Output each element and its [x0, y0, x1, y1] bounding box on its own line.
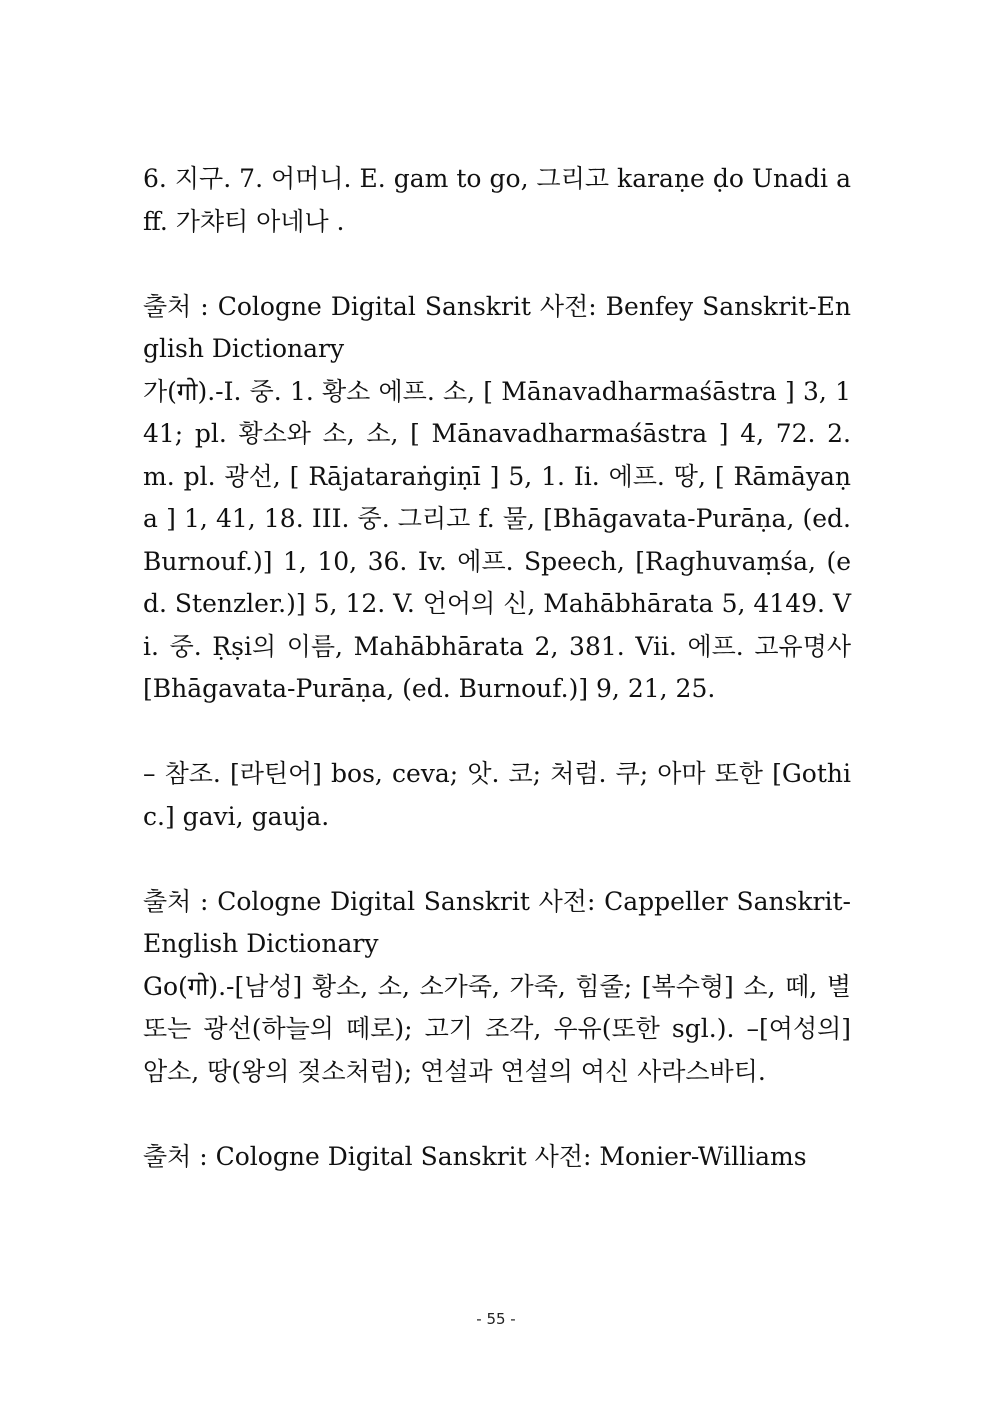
- comparison-note: – 참조. [라틴어] bos, ceva; 앗. 코; 처럼. 쿠; 아마 또한 [Gothic.] gavi, gauja.: [143, 759, 851, 831]
- definition-continuation: 6. 지구. 7. 어머니. E. gam to go, 그리고 karaṇe ḍo Unadi aff. 가챠티 아네나 .: [143, 164, 851, 236]
- paragraph-spacer: [143, 243, 851, 286]
- paragraph-spacer: [143, 1093, 851, 1136]
- source-citation-monier-williams: 출처 : Cologne Digital Sanskrit 사전: Monier-Williams: [143, 1141, 807, 1171]
- page-number: - 55 -: [476, 1310, 516, 1328]
- paragraph-spacer: [143, 711, 851, 754]
- paragraph-spacer: [143, 838, 851, 881]
- document-body: [143, 158, 851, 1178]
- benfey-entry: 가(गो).-I. 중. 1. 황소 에프. 소, [ Mānavadharmaśāstra ] 3, 141; pl. 황소와 소, 소, [ Mānavadharmaśāstra ] 4, 72. 2. m. pl. 광선, [ Rājataraṅgiṇī ] 5, 1. Ii. 에프. 땅, [ Rāmāyaṇa ] 1, 41, 18. III. 중. 그리고 f. 물, [Bhāgavata-Purāṇa, (ed. Burnouf.)] 1, 10, 36. Iv. 에프. Speech, [Raghuvaṃśa, (ed. Stenzler.)] 5, 12. V. 언어의 신, Mahābhārata 5, 4149. Vi. 중. Ṛṣi의 이름, Mahābhārata 2, 381. Vii. 에프. 고유명사 [Bhāgavata-Purāṇa, (ed. Burnouf.)] 9, 21, 25.: [143, 376, 851, 703]
- source-citation-cappeller: 출처 : Cologne Digital Sanskrit 사전: Cappeller Sanskrit-English Dictionary: [143, 886, 851, 958]
- source-citation-benfey: 출처 : Cologne Digital Sanskrit 사전: Benfey Sanskrit-English Dictionary: [143, 291, 851, 363]
- cappeller-entry: Go(गो).-[남성] 황소, 소, 소가죽, 가죽, 힘줄; [복수형] 소, 떼, 별 또는 광선(하늘의 떼로); 고기 조각, 우유(또한 sgl.). –[여성의] 암소, 땅(왕의 젖소처럼); 연설과 연설의 여신 사라스바티.: [143, 971, 851, 1086]
